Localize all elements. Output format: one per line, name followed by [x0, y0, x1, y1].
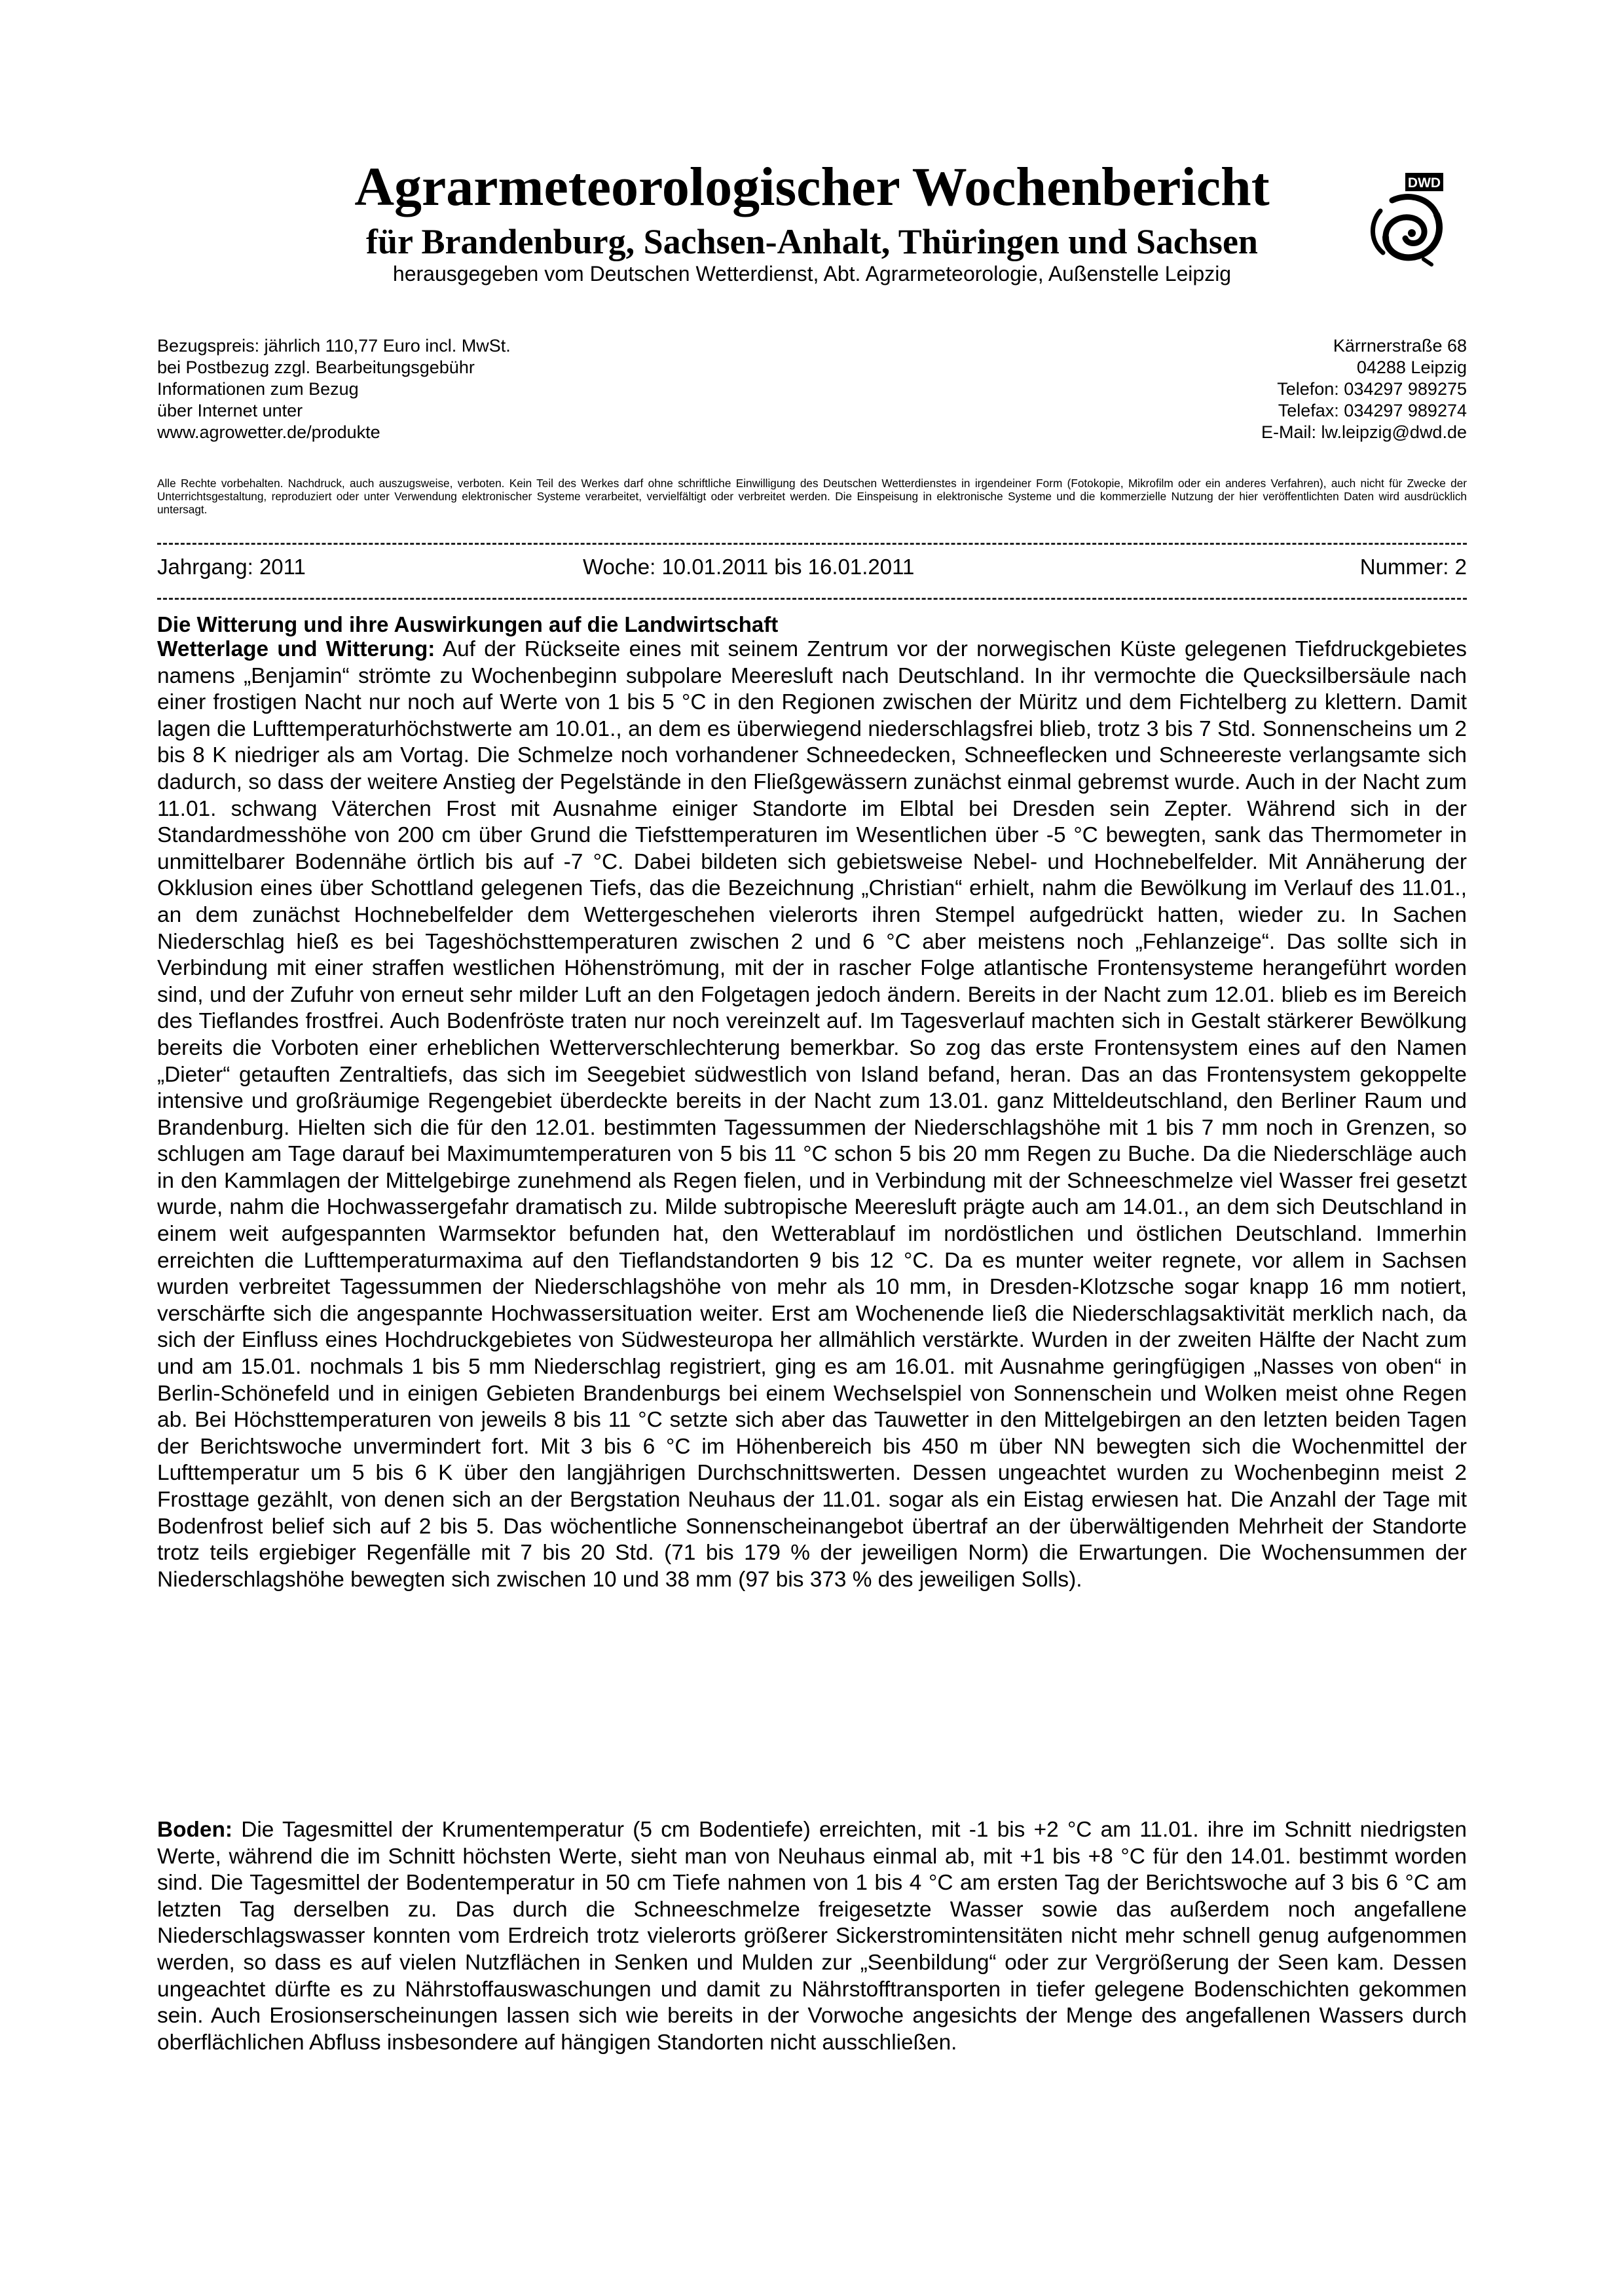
info-on-subscription: Informationen zum Bezug: [157, 379, 359, 399]
weather-label: Wetterlage und Witterung:: [157, 637, 435, 661]
week-range: Woche: 10.01.2011 bis 16.01.2011: [583, 555, 915, 579]
subscription-price: Bezugspreis: jährlich 110,77 Euro incl. MwSt.: [157, 336, 511, 356]
dwd-logo-icon: [1366, 172, 1447, 267]
issue-number: Nummer: 2: [1359, 555, 1467, 579]
email-address[interactable]: E-Mail: lw.leipzig@dwd.de: [1261, 422, 1467, 442]
weather-text: Auf der Rückseite eines mit seinem Zentrum vor der norwegischen Küste gelegenen Tiefdruckgebietes namens „Benjamin“ strömte zu Wochenbeginn subpolare Meeresluft nach Deutschland. In ihr vermochte die Quecksilbersäule nach einer frostigen Nacht nur noch auf Werte von 1 bis 5 °C in den Regionen zwischen der Müritz und dem Fichtelberg zu klettern. Damit lagen die Lufttemperaturhöchstwerte am 10.01., an dem es überwiegend niederschlagsfrei blieb, trotz 3 bis 7 Std. Sonnenscheins um 2 bis 8 K niedriger als am Vortag. Die Schmelze noch vorhandener Schneedecken, Schneeflecken und Schneereste verlangsamte sich dadurch, so dass der weitere Anstieg der Pegelstände in den Fließgewässern zunächst einmal gebremst wurde. Auch in der Nacht zum 11.01. schwang Väterchen Frost mit Ausnahme einiger Standorte im Elbtal bei Dresden sein Zepter. Während sich in der Standardmesshöhe von 200 cm über Grund die Tiefsttemperaturen im Wesentlichen über -5 °C bewegten, sank das Thermometer in unmittelbarer Bodennähe örtlich bis auf -7 °C. Dabei bildeten sich gebietsweise Nebel- und Hochnebelfelder. Mit Annäherung der Okklusion eines über Schottland gelegenen Tiefs, das die Bezeichnung „Christian“ erhielt, nahm die Bewölkung im Verlauf des 11.01., an dem zunächst Hochnebelfelder dem Wettergeschehen vielerorts ihren Stempel aufgedrückt hatten, wieder zu. In Sachen Niederschlag hieß es bei Tageshöchsttemperaturen zwischen 2 und 6 °C aber meistens noch „Fehlanzeige“. Das sollte sich in Verbindung mit einer straffen westlichen Höhenströmung, mit der in rascher Folge atlantische Frontensysteme herangeführt worden sind, und der Zufuhr von erneut sehr milder Luft an den Folgetagen jedoch ändern. Bereits in der Nacht zum 12.01. blieb es im Bereich des Tieflandes frostfrei. Auch Bodenfröste traten nur noch vereinzelt auf. Im Tagesverlauf machten sich in Gestalt stärkerer Bewölkung bereits die Vorboten einer erheblichen Wetterverschlechterung bemerkbar. So zog das erste Frontensystem eines auf den Namen „Dieter“ getauften Zentraltiefs, das sich im Seegebiet südwestlich von Island befand, heran. Das an das Frontensystem gekoppelte intensive und großräumige Regengebiet überdeckte bereits in der Nacht zum 13.01. ganz Mitteldeutschland, den Berliner Raum und Brandenburg. Hielten sich die für den 12.01. bestimmten Tagessummen der Niederschlagshöhe mit 1 bis 7 mm noch in Grenzen, so schlugen am Tage darauf bei Maximumtemperaturen von 5 bis 11 °C schon 5 bis 20 mm Regen zu Buche. Da die Niederschläge auch in den Kammlagen der Mittelgebirge zunehmend als Regen fielen, und in Verbindung mit der Schneeschmelze viel Wasser frei gesetzt wurde, nahm die Hochwassergefahr dramatisch zu. Milde subtropische Meeresluft prägte auch am 14.01., an dem sich Deutschland in einem weit aufgespannten Warmsektor befunden hat, den Wetterablauf im nordöstlichen und östlichen Deutschland. Immerhin erreichten die Lufttemperaturmaxima auf den Tieflandstandorten 9 bis 12 °C. Da es munter weiter regnete, vor allem in Sachsen wurden verbreitet Tagessummen der Niederschlagshöhe von mehr als 10 mm, in Dresden-Klotzsche sogar knapp 16 mm notiert, verschärfte sich die angespannte Hochwassersituation weiter. Erst am Wochenende ließ die Niederschlagsaktivität merklich nach, da sich der Einfluss eines Hochdruckgebietes von Südwesteuropa her allmählich verstärkte. Wurden in der zweiten Hälfte der Nacht zum und am 15.01. nochmals 1 bis 5 mm Niederschlag registriert, ging es am 16.01. mit Ausnahme geringfügigen „Nasses von oben“ in Berlin-Schönefeld und in einigen Gebieten Brandenburgs bei einem Wechselspiel von Sonnenschein und Wolken meist ohne Regen ab. Bei Höchsttemperaturen von jeweils 8 bis 11 °C setzte sich aber das Tauwetter in den Mittelgebirgen an den letzten beiden Tagen der Berichtswoche unvermindert fort. Mit 3 bis 6 °C im Höhenbereich bis 450 m über NN bewegten sich die Wochenmittel der Lufttemperatur um 5 bis 6 K über den langjährigen Durchschnittswerten. Dessen ungeachtet wurden zu Wochenbeginn meist 2 Frosttage gezählt, von denen sich an der Bergstation Neuhaus der 11.01. sogar als ein Eistag erwiesen hat. Die Anzahl der Tage mit Bodenfrost belief sich auf 2 bis 5. Das wöchentliche Sonnenscheinangebot übertraf an der überwältigenden Mehrheit der Standorte trotz teils ergiebiger Regenfälle mit 7 bis 20 Std. (71 bis 179 % der jeweiligen Norm) die Erwartungen. Die Wochensummen der Niederschlagshöhe bewegten sich zwischen 10 und 38 mm (97 bis 373 % des jeweiligen Solls).: [157, 637, 1467, 1592]
report-title: Agrarmeteorologischer Wochenbericht: [354, 156, 1270, 217]
fax-number: Telefax: 034297 989274: [1278, 401, 1467, 420]
weather-paragraph: [157, 636, 1467, 1593]
phone-number: Telefon: 034297 989275: [1277, 379, 1467, 399]
soil-text: Die Tagesmittel der Krumentemperatur (5 cm Bodentiefe) erreichten, mit -1 bis +2 °C am 11.01. ihre im Schnitt niedrigsten Werte, während die im Schnitt höchsten Werte, sieht man von Neuhaus einmal ab, mit +1 bis +8 °C für den 14.01. bestimmt worden sind. Die Tagesmittel der Bodentemperatur in 50 cm Tiefe nahmen von 1 bis 4 °C am ersten Tag der Berichtswoche auf 3 bis 6 °C am letzten Tag derselben zu. Das durch die Schneeschmelze freigesetzte Wasser sowie das außerdem noch angefallene Niederschlagswasser konnten vom Erdreich trotz vielerorts größerer Sickerstromintensitäten nicht mehr schnell genug aufgenommen werden, so dass es auf vielen Nutzflächen in Senken und Mulden zur „Seenbildung“ oder zur Vergrößerung der Seen kam. Dessen ungeachtet dürfte es zu Nährstoffauswaschungen und damit zu Nährstofftransporten in tiefer gelegene Bodenschichten gekommen sein. Auch Erosionserscheinungen lassen sich wie bereits in der Vorwoche angesichts der Menge des angefallenen Wassers durch oberflächlichen Abfluss insbesondere auf hängigen Standorten nicht ausschließen.: [157, 1818, 1467, 2055]
dashed-divider-top: [157, 543, 1467, 545]
report-subtitle: für Brandenburg, Sachsen-Anhalt, Thüringen und Sachsen: [366, 222, 1258, 261]
copyright-notice: Alle Rechte vorbehalten. Nachdruck, auch auszugsweise, verboten. Kein Teil des Werkes darf ohne schriftliche Einwilligung des Deutschen Wetterdienstes in irgendeiner Form (Fotokopie, Mikrofilm oder ein anderes Verfahren), auch nicht für Zwecke der Unterrichtsgestaltung, reproduziert oder unter Verwendung elektronischer Systeme verarbeitet, vervielfältigt oder verbreitet werden. Die Einspeisung in elektronische Systeme und die kommerzielle Nutzung der hier veröffentlichten Daten wird ausdrücklich untersagt.: [157, 477, 1467, 516]
issue-info-row: [157, 554, 1467, 580]
volume-year: Jahrgang: 2011: [157, 555, 306, 579]
dwd-logo-text: DWD: [1407, 175, 1441, 191]
address-street: Kärrnerstraße 68: [1333, 336, 1467, 356]
publisher-line: herausgegeben vom Deutschen Wetterdienst, Abt. Agrarmeteorologie, Außenstelle Leipzig: [392, 262, 1232, 285]
soil-label: Boden:: [157, 1818, 232, 1842]
subscription-info: [157, 335, 747, 443]
section-heading: Die Witterung und ihre Auswirkungen auf die Landwirtschaft: [157, 612, 779, 636]
dwd-logo: [1366, 172, 1447, 267]
soil-paragraph: [157, 1817, 1467, 2056]
dashed-divider-bottom: [157, 598, 1467, 600]
via-internet: über Internet unter: [157, 401, 303, 420]
address-city: 04288 Leipzig: [1356, 358, 1467, 377]
contact-info: [982, 335, 1467, 443]
postal-fee-note: bei Postbezug zzgl. Bearbeitungsgebühr: [157, 358, 475, 377]
products-url[interactable]: www.agrowetter.de/produkte: [157, 422, 380, 442]
